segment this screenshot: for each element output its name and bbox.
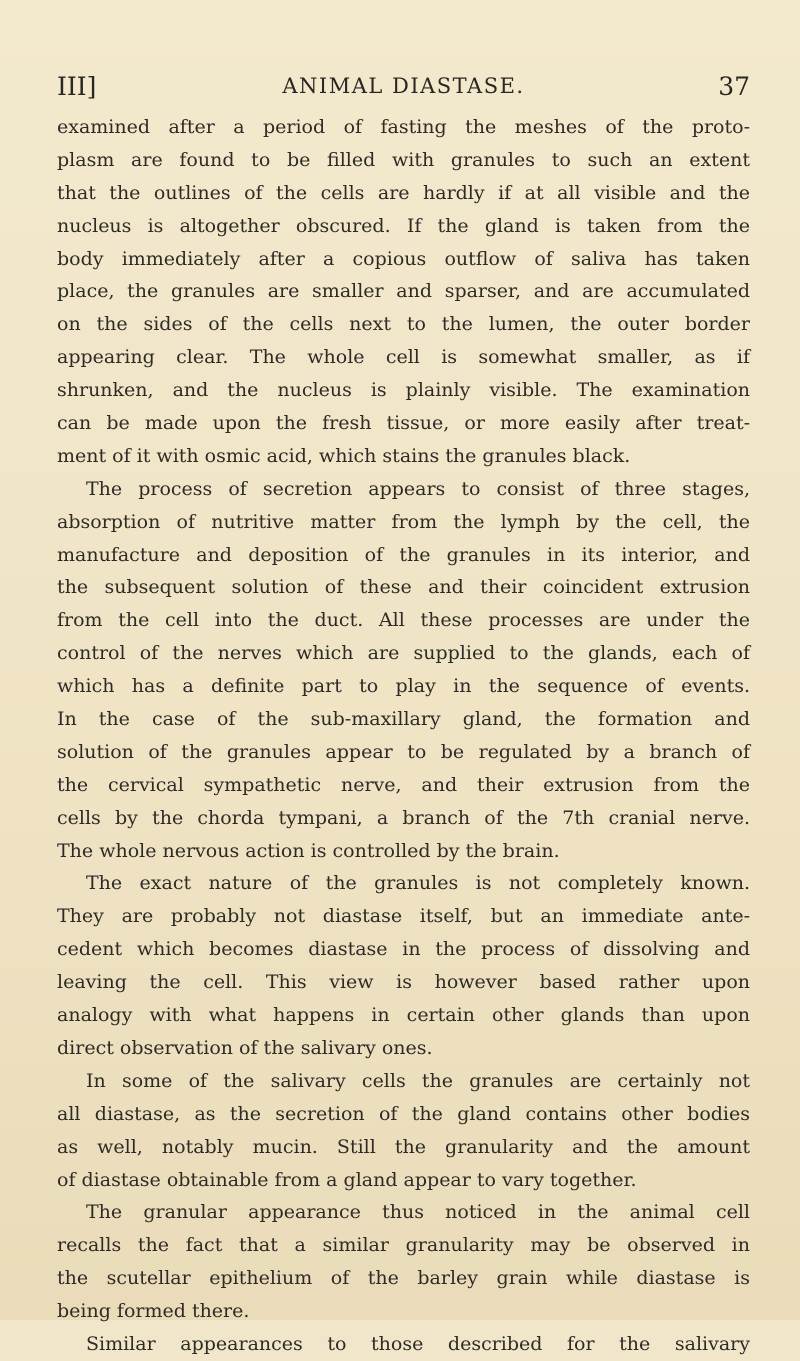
running-header <box>57 72 750 104</box>
text-line: on the sides of the cells next to the lumen, the outer border <box>57 313 750 336</box>
text-line: ment of it with osmic acid, which stains the granules black. <box>57 444 631 467</box>
text-line: Similar appearances to those described for the salivary <box>86 1332 750 1355</box>
text-line: They are probably not diastase itself, but an immediate ante- <box>57 905 750 928</box>
text-line: the subsequent solution of these and their coincident extrusion <box>57 576 750 599</box>
text-line: shrunken, and the nucleus is plainly visible. The examination <box>57 379 750 402</box>
text-line: manufacture and deposition of the granules in its interior, and <box>57 543 750 566</box>
text-line: as well, notably mucin. Still the granularity and the amount <box>57 1135 750 1158</box>
text-line: The whole nervous action is controlled by the brain. <box>57 839 560 862</box>
text-line: nucleus is altogether obscured. If the gland is taken from the <box>57 214 750 237</box>
text-line: leaving the cell. This view is however based rather upon <box>57 971 750 994</box>
text-line: cedent which becomes diastase in the process of dissolving and <box>57 938 750 961</box>
text-line: The process of secretion appears to consist of three stages, <box>86 477 750 500</box>
text-line: In the case of the sub-maxillary gland, the formation and <box>57 708 750 731</box>
text-line: analogy with what happens in certain other glands than upon <box>57 1004 750 1027</box>
text-line: solution of the granules appear to be regulated by a branch of <box>57 740 750 763</box>
text-line: plasm are found to be filled with granules to such an extent <box>57 148 750 171</box>
text-line: examined after a period of fasting the meshes of the proto- <box>57 116 750 138</box>
chapter-number: III] <box>57 72 97 101</box>
text-line: direct observation of the salivary ones. <box>57 1036 433 1059</box>
text-line: the scutellar epithelium of the barley grain while diastase is <box>57 1267 750 1290</box>
text-line: appearing clear. The whole cell is somewhat smaller, as if <box>57 346 750 369</box>
text-line: which has a definite part to play in the sequence of events. <box>57 675 750 698</box>
text-line: cells by the chorda tympani, a branch of the 7th cranial nerve. <box>57 806 750 829</box>
text-line: absorption of nutritive matter from the lymph by the cell, the <box>57 510 750 533</box>
text-line: control of the nerves which are supplied to the glands, each of <box>57 642 750 665</box>
text-line: can be made upon the fresh tissue, or more easily after treat- <box>57 412 750 435</box>
page-number: 37 <box>718 72 750 101</box>
text-line: the cervical sympathetic nerve, and their extrusion from the <box>57 773 750 796</box>
text-line: place, the granules are smaller and sparser, and are accumulated <box>57 280 750 303</box>
text-line: being formed there. <box>57 1300 250 1323</box>
body-text <box>57 111 750 1361</box>
text-line: that the outlines of the cells are hardly if at all visible and the <box>57 181 750 204</box>
text-line: The exact nature of the granules is not completely known. <box>86 872 750 895</box>
text-line: body immediately after a copious outflow of saliva has taken <box>57 247 750 270</box>
running-title: ANIMAL DIASTASE. <box>282 74 525 98</box>
text-line: of diastase obtainable from a gland appear to vary together. <box>57 1168 637 1191</box>
text-line: recalls the fact that a similar granularity may be observed in <box>57 1234 750 1257</box>
text-line: The granular appearance thus noticed in the animal cell <box>86 1201 750 1224</box>
text-line: all diastase, as the secretion of the gland contains other bodies <box>57 1102 750 1125</box>
text-line: In some of the salivary cells the granules are certainly not <box>86 1069 750 1092</box>
text-line: from the cell into the duct. All these processes are under the <box>57 609 750 632</box>
